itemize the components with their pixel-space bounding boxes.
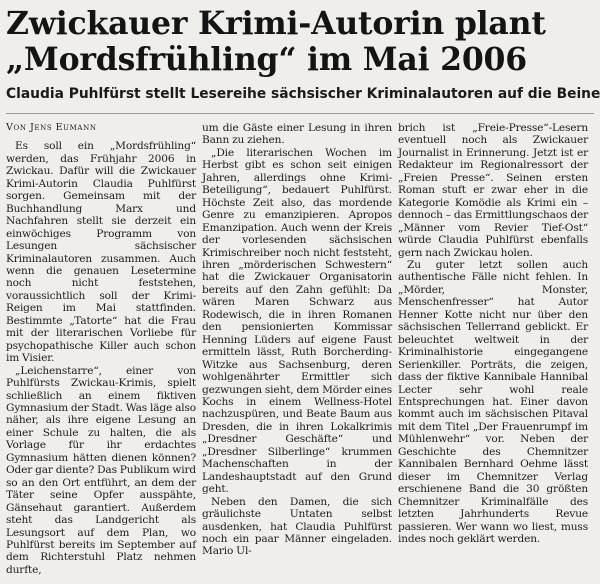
- subheadline: Claudia Puhlfürst stellt Lesereihe sächsischer Kriminalautoren auf die Beine: [6, 86, 600, 102]
- column-1: [6, 122, 196, 576]
- paragraph: „Die literarischen Wochen im Herbst gibt es schon seit einigen Jahren, allerdings ohne Krimi-Beteiligung“, bedauert Puhlfürst. Höchste Zeit also, das mordende Genre zu emanzipieren. Apropos Emanzipation. Auch wenn der Kreis der vorlesenden sächsischen Krimischreiber noch nicht feststeht, ihren „mörderischen Schwestern“ hat die Zwickauer Organisatorin bereits auf den Zahn gefühlt: Da wären Maren Schwarz aus Rodewisch, die in ihren Romanen den pensionierten Kommissar Henning Lüders auf eigene Faust ermitteln lässt, Ruth Borcherding-Witzke aus Sachsenburg, deren wohlgenährter Ermittler sich gezwungen sieht, dem Mörder eines Kochs in einem Wellness-Hotel nachzuspüren, und Beate Baum aus Dresden, die in ihren Lokalkrimis „Dresdner Geschäfte“ und „Dresdner Silberlinge“ krummen Machenschaften in der Landeshauptstadt auf den Grund geht.: [202, 146, 392, 496]
- column-3: [398, 122, 588, 576]
- paragraph: um die Gäste einer Lesung in ihren Bann zu ziehen.: [202, 122, 392, 147]
- headline: [6, 6, 594, 78]
- paragraph: Neben den Damen, die sich gräulichste Untaten selbst ausdenken, hat Claudia Puhlfürst noch ein paar Männer eingeladen. Mario Ul-: [202, 495, 392, 558]
- article-body: [6, 122, 594, 576]
- paragraph: Es soll ein „Mordsfrühling“ werden, das Frühjahr 2006 in Zwickau. Dafür will die Zwickauer Krimi-Autorin Claudia Puhlfürst sorgen. Gemeinsam mit der Buchhandlung Marx und Nachfahren stellt sie derzeit ein einwöchiges Programm von Lesungen sächsischer Kriminalautoren zusammen. Auch wenn die genauen Lesetermine noch nicht feststehen, voraussichtlich soll der Krimi-Reigen im Mai stattfinden. Bestimmte „Tatorte“ hat die Frau mit der literarischen Vorliebe für psychopathische Killer auch schon im Visier.: [6, 140, 196, 365]
- byline: Von Jens Eumann: [6, 122, 97, 133]
- headline-line-2: „Mordsfrühling“ im Mai 2006: [6, 41, 527, 78]
- divider: [6, 113, 594, 114]
- column-2: [202, 122, 392, 576]
- headline-line-1: Zwickauer Krimi-Autorin plant: [6, 5, 546, 42]
- paragraph: „Leichenstarre“, einer von Puhlfürsts Zwickau-Krimis, spielt schließlich an einem fiktiven Gymnasium der Stadt. Was läge also näher, als ihre eigene Lesung an einer Schule zu halten, die als Vorlage für ihr erdachtes Gymnasium hätten dienen können? Oder gar diente? Das Publikum wird so an den Ort entführt, an dem der Täter seine Opfer ausspähte, Gänsehaut garantiert. Außerdem steht das Landgericht als Lesungsort auf dem Plan, wo Puhlfürst bereits im September auf dem Richterstuhl Platz nehmen durfte,: [6, 364, 197, 576]
- paragraph: Zu guter letzt sollen auch authentische Fälle nicht fehlen. In „Mörder, Monster, Menschenfresser“ hat Autor Henner Kotte nicht nur über den sächsischen Tellerrand geblickt. Er beleuchtet weltweit in der Kriminalhistorie eingegangene Serienkiller. Porträts, die zeigen, dass der fiktive Kannibale Hannibal Lecter sehr wohl reale Entsprechungen hat. Einer davon kommt auch im sächsischen Pitaval mit dem Titel „Der Frauenrumpf im Mühlenwehr“ vor. Neben der Geschichte des Chemnitzer Kannibalen Bernhard Oehme lässt dieser im Chemnitzer Verlag erschienene Band die 30 größten Chemnitzer Kriminalfälle des letzten Jahrhunderts Revue passieren. Wer wann wo liest, muss indes noch geklärt werden.: [398, 258, 588, 545]
- paragraph: brich ist „Freie-Presse“-Lesern eventuell noch als Zwickauer Journalist in Erinnerung. Jetzt ist er Redakteur im Regionalressort der „Freien Presse“. Seinen ersten Roman stuft er zwar eher in die Kategorie Komödie als Krimi ein – dennoch – das Ermittlungschaos der „Männer vom Revier Tief-Ost“ würde Claudia Puhlfürst ebenfalls gern nach Zwickau holen.: [398, 122, 588, 259]
